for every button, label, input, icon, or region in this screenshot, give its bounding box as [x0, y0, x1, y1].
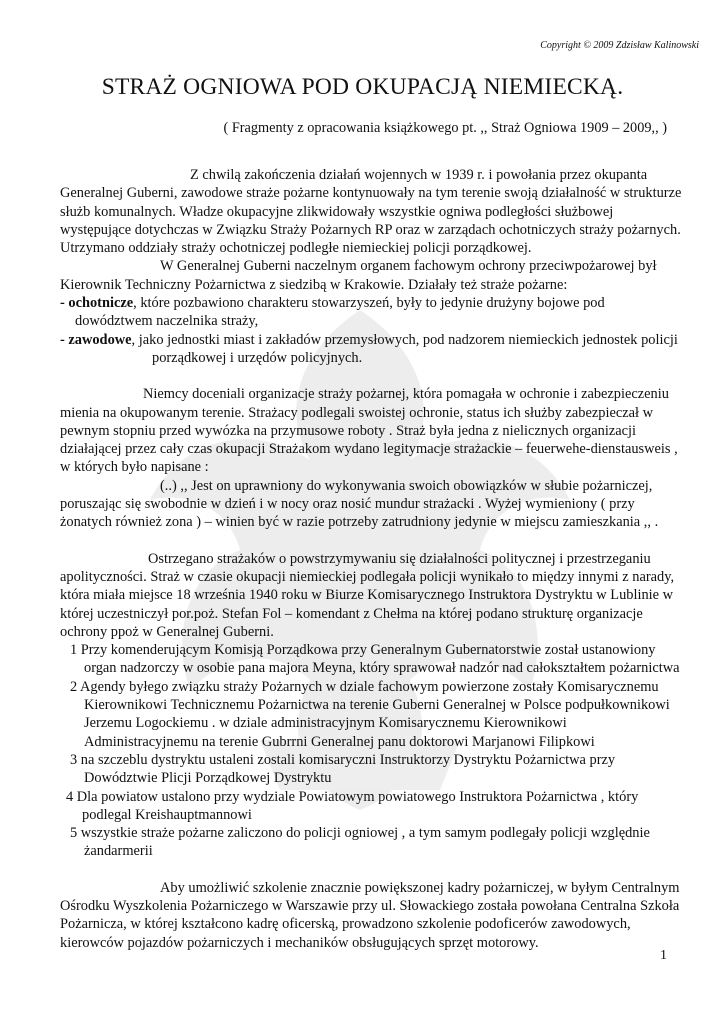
- list-item-zawodowe: [60, 331, 682, 368]
- paragraph: Ostrzegano strażaków o powstrzymywaniu się działalności politycznej i przestrzeganiu apolityczności. Straż w czasie okupacji niemieckiej podlegała policji wynikało to między innymi z narady, która miała miejsce 18 września 1940 roku w Biurze Komisarycznego Instruktora Dystryktu w Lublinie w której uczestniczył por.poż. Stefan Fol – komendant z Chełma na której podano strukturę organizacje ochrony ppoż w Generalnej Guberni.: [60, 550, 675, 640]
- list-item: 5 wszystkie straże pożarne zaliczono do policji ogniowej , a tym samym podlegały policji względnie żandarmerii: [70, 825, 650, 860]
- paragraph-gap: [60, 861, 682, 879]
- list-item: 3 na szczeblu dystryktu ustaleni zostali komisaryczni Instruktorzy Dystryktu Pożarnictwa przy Dowództwie Plicji Porządkowej Dystryktu: [70, 751, 616, 787]
- document-body: [60, 166, 682, 952]
- list-item: 2 Agendy byłego związku straży Pożarnych w dziale fachowym powierzone zostały Komisarycznemu Kierownikowi Technicznemu Pożarnictwa na terenie Guberni Generalnej w Polsce podpułkownikowi Jerzemu Logockiemu . w dziale administracyjnym Komisarycznemu Kierownikowi Administracyjnemu na terenie Gubrrni Generalnej panu doktorowi Marjanowi Filipkowi: [70, 678, 670, 750]
- quote: (..) ,, Jest on uprawniony do wykonywania swoich obowiązków w słubie pożarniczej, poruszając się swobodnie w dzień i w nocy oraz nosić mundur strażacki . Wyżej wymieniony ( przy żonatych również zona ) – winien być w razie potrzeby zatrudniony jedynie w miejscu zamieszkania ,, .: [60, 477, 659, 531]
- list-item: 1 Przy komenderującym Komisją Porządkowa przy Generalnym Gubernatorstwie został ustanowiony organ nadzorczy w osobie pana majora Meyna, który sprawował nadzór nad całokształtem pożarnictwa: [70, 642, 680, 677]
- paragraph: W Generalnej Guberni naczelnym organem fachowym ochrony przeciwpożarowej był Kierownik Techniczny Pożarnictwa z siedzibą w Krakowie. Działały też straże pożarne:: [60, 258, 657, 293]
- list-item-ochotnicze: [60, 294, 682, 331]
- page-subtitle: ( Fragmenty z opracowania książkowego pt. ,, Straż Ogniowa 1909 – 2009,, ): [223, 120, 667, 136]
- copyright-notice: Copyright © 2009 Zdzisław Kalinowski: [540, 40, 699, 51]
- page-title: STRAŻ OGNIOWA POD OKUPACJĄ NIEMIECKĄ.: [101, 74, 624, 100]
- list-item: 4 Dla powiatow ustalono przy wydziale Powiatowym powiatowego Instruktora Pożarnictwa , który podlegal Kreishauptmannowi: [66, 788, 639, 823]
- list-item-text: , jako jednostki miast i zakładów przemysłowych, pod nadzorem niemieckich jednostek policji porządkowej i urzędów policyjnych.: [131, 331, 678, 366]
- paragraph: Niemcy doceniali organizacje straży pożarnej, która pomagała w ochronie i zabezpieczeniu mienia na okupowanym terenie. Strażacy podlegali swoistej ochronie, status ich służby zabezpieczał w pewnym stopniu przed wywózka na przymusowe roboty . Straż była jedna z nielicznych organizacji działającej przez cały czas okupacji Strażakom wydano legitymacje strażackie – feuerwehe-dienstausweis , w których było napisane :: [60, 386, 678, 476]
- list-item-label: - zawodowe: [60, 331, 132, 348]
- paragraph: Aby umożliwić szkolenie znacznie powiększonej kadry pożarniczej, w byłym Centralnym Ośrodku Wyszkolenia Pożarniczego w Warszawie przy ul. Słowackiego została powołana Centralna Szkoła Pożarnicza, w której kształcono kadrę oficerską, prowadzono szkolenie podoficerów zawodowych, kierowców pojazdów pożarniczych i mechaników obsługujących sprzęt motorowy.: [60, 879, 680, 951]
- list-item-text: , które pozbawiono charakteru stowarzyszeń, były to jedynie drużyny bojowe pod dowództwem naczelnika straży,: [75, 295, 605, 330]
- page-number: 1: [660, 948, 667, 963]
- paragraph-gap: [60, 367, 682, 385]
- paragraph: Z chwilą zakończenia działań wojennych w 1939 r. i powołania przez okupanta Generalnej Guberni, zawodowe straże pożarne kontynuowały na tym terenie swoją działalność w strukturze służb komunalnych. Władze okupacyjne zlikwidowały wszystkie ogniwa podległości służbowej występujące dotychczas w Związku Straży Pożarnych RP oraz w zarządach ochotniczych straży pożarnych. Utrzymano oddziały straży ochotniczej podległe niemieckiej policji porządkowej.: [60, 167, 682, 257]
- paragraph-gap: [60, 532, 682, 550]
- list-item-label: - ochotnicze: [60, 295, 134, 312]
